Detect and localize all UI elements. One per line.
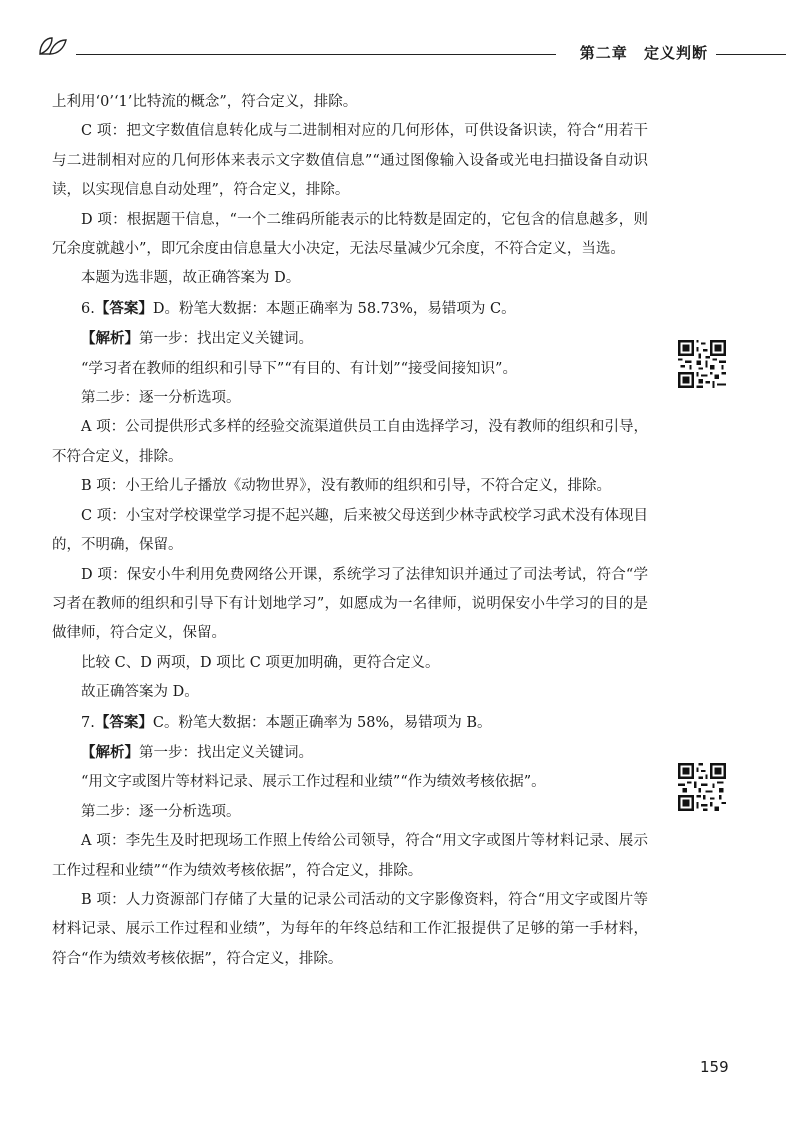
answer-tag: 【答案】 — [94, 299, 153, 317]
q7-number: 7. — [81, 714, 95, 731]
paragraph: “学习者在教师的组织和引导下”“有目的、有计划”“接受间接知识”。 — [81, 360, 517, 377]
header-rule-right — [716, 54, 786, 55]
leaf-icon — [36, 34, 70, 58]
q6-answer: D — [152, 300, 165, 317]
q7-answer-line — [52, 708, 648, 738]
q7-stats: 。粉笔大数据：本题正确率为 58%，易错项为 B。 — [163, 714, 492, 731]
answer-tag: 【答案】 — [94, 713, 153, 731]
page-body — [52, 88, 648, 974]
paragraph: C 项：把文字数值信息转化成与二进制相对应的几何形体，可供设备识读，符合“用若干与二进制相对应的几何形体来表示文字数值信息”“通过图像输入设备或光电扫描设备自动识读，以实现信息自动处理”，符合定义，排除。 — [52, 123, 648, 199]
q7-analysis-line — [52, 738, 648, 768]
header-rule-left — [76, 54, 556, 55]
paragraph: A 项：李先生及时把现场工作照上传给公司领导，符合“用文字或图片等材料记录、展示工作过程和业绩”“作为绩效考核依据”，符合定义，排除。 — [52, 833, 648, 879]
q6-answer-line — [52, 294, 648, 324]
q6-stats: 。粉笔大数据：本题正确率为 58.73%，易错项为 C。 — [164, 300, 516, 317]
paragraph: “用文字或图片等材料记录、展示工作过程和业绩”“作为绩效考核依据”。 — [81, 774, 546, 791]
chapter-title — [570, 42, 708, 63]
paragraph: 本题为选非题，故正确答案为 D。 — [81, 270, 301, 287]
paragraph: C 项：小宝对学校课堂学习提不起兴趣，后来被父母送到少林寺武校学习武术没有体现目的，不明确，保留。 — [52, 507, 648, 554]
paragraph: B 项：小王给儿子播放《动物世界》，没有教师的组织和引导，不符合定义，排除。 — [81, 478, 612, 495]
q6-number: 6. — [81, 300, 95, 317]
paragraph: 第一步：找出定义关键词。 — [139, 744, 313, 761]
q7-answer: C — [152, 714, 164, 731]
chapter-label: 第二章 — [579, 44, 628, 62]
paragraph: D 项：根据题干信息，“一个二维码所能表示的比特数是固定的，它包含的信息越多，则冗余度就越小”，即冗余度由信息量大小决定，无法尽量减少冗余度，不符合定义，当选。 — [52, 211, 648, 258]
qr-code-icon[interactable] — [678, 340, 726, 388]
page-number: 159 — [700, 1058, 729, 1076]
analysis-tag: 【解析】 — [81, 330, 139, 348]
paragraph: 上利用‘0’‘1’比特流的概念”，符合定义，排除。 — [52, 94, 358, 110]
paragraph: 第二步：逐一分析选项。 — [81, 390, 241, 407]
section-label: 定义判断 — [643, 44, 708, 62]
paragraph: B 项：人力资源部门存储了大量的记录公司活动的文字影像资料，符合“用文字或图片等材料记录、展示工作过程和业绩”，为每年的年终总结和工作汇报提供了足够的第一手材料，符合“作为绩效考核依据”，符合定义，排除。 — [52, 891, 648, 967]
paragraph: D 项：保安小牛利用免费网络公开课，系统学习了法律知识并通过了司法考试，符合“学习者在教师的组织和引导下有计划地学习”，如愿成为一名律师，说明保安小牛学习的目的是做律师，符合定义，保留。 — [52, 566, 648, 642]
paragraph: 故正确答案为 D。 — [81, 684, 199, 701]
qr-code-icon[interactable] — [678, 763, 726, 811]
analysis-tag: 【解析】 — [81, 743, 139, 761]
paragraph: 第一步：找出定义关键词。 — [139, 331, 313, 348]
paragraph: 第二步：逐一分析选项。 — [81, 803, 241, 820]
page-header — [36, 34, 796, 68]
paragraph: 比较 C、D 两项，D 项比 C 项更加明确，更符合定义。 — [81, 654, 440, 671]
q6-analysis-line — [52, 324, 648, 354]
paragraph: A 项：公司提供形式多样的经验交流渠道供员工自由选择学习，没有教师的组织和引导，不符合定义，排除。 — [52, 419, 648, 465]
